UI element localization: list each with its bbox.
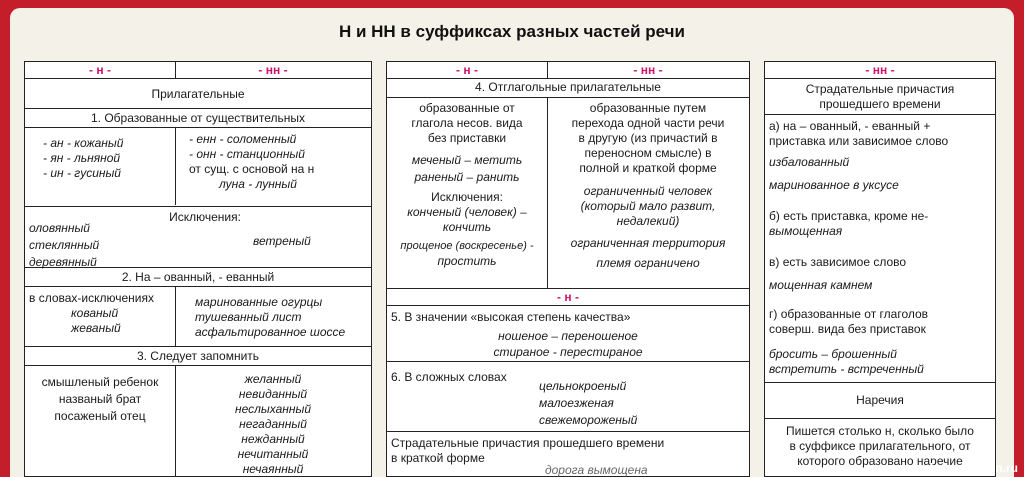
s2-right-item: асфальтированное шоссе	[195, 325, 346, 339]
nn-row: - онн - станционный	[189, 147, 305, 161]
right-panel	[764, 61, 996, 477]
page-title: Н и НН в суффиксах разных частей речи	[338, 22, 686, 41]
s3-right-item: неслыханный	[235, 402, 311, 416]
exceptions-title: Исключения:	[169, 210, 241, 224]
mid-header-row	[387, 62, 749, 79]
rule-a-line: приставка или зависимое слово	[769, 134, 949, 148]
nn-row: луна - лунный	[219, 177, 297, 191]
left-panel	[24, 61, 372, 477]
n-suffix-list	[43, 136, 123, 181]
section-2-heading: 2. На – ованный, - еванный	[25, 268, 371, 287]
rule-g-example: бросить – брошенный	[769, 347, 897, 361]
mid-bottom-example: дорога вымощена	[545, 463, 648, 477]
adverbs-heading: Наречия	[765, 383, 995, 419]
s3-left-item: посаженый отец	[54, 409, 146, 423]
section-4	[387, 79, 749, 289]
s4-col1-example: меченый – метить	[411, 153, 523, 167]
section-2-body	[25, 287, 371, 347]
adverbs-line: в суффиксе прилагательного, от	[789, 439, 971, 453]
s5-row: стираное - перестираное	[493, 345, 643, 359]
s2-left-item: жеваный	[71, 321, 121, 335]
rule-a-example: избалованный	[769, 155, 850, 169]
nn-row: - енн - соломенный	[189, 132, 297, 146]
left-header-n: - н -	[89, 63, 111, 77]
rule-v	[769, 255, 906, 293]
rule-a	[769, 119, 948, 193]
s4-col1-exc: конченый (человек) –	[407, 205, 527, 219]
s5-rows	[387, 328, 749, 360]
s3-right-item: нечаянный	[242, 462, 304, 476]
s6-row: свежемороженый	[539, 413, 638, 427]
s2-right	[195, 295, 345, 340]
nn-row: от сущ. с основой на н	[189, 162, 315, 176]
mid-header-n: - н -	[456, 63, 478, 77]
s6-row: малоезженая	[539, 396, 614, 410]
rule-v-line: в) есть зависимое слово	[769, 255, 907, 269]
section-3-body	[25, 366, 371, 476]
exceptions-list	[29, 220, 99, 271]
section-4-heading: 4. Отглагольные прилагательные	[475, 80, 661, 94]
s4-col2-example: племя ограничено	[596, 256, 700, 270]
s3-right	[175, 372, 371, 477]
s2-left	[29, 291, 154, 336]
s2-left-item: в словах-исключениях	[29, 291, 155, 305]
s4-col2-example: (который мало развит,	[580, 199, 716, 213]
section-6	[387, 362, 749, 432]
s4-col2-line: образованные путем	[589, 101, 707, 115]
n-row: - ан - кожаный	[43, 136, 124, 150]
rule-b-example: вымощенная	[769, 224, 843, 238]
s4-col1-line: без приставки	[427, 131, 507, 145]
exception-item: стеклянный	[29, 238, 100, 252]
right-title-line: прошедшего времени	[819, 97, 941, 111]
s4-col1-exc: простить	[437, 254, 497, 268]
adjectives-heading: Прилагательные	[25, 79, 371, 109]
n-row: - ин - гусиный	[43, 166, 121, 180]
section-5-heading: 5. В значении «высокая степень качества»	[391, 310, 631, 324]
section-1-body	[25, 128, 371, 268]
s4-col1-exc: кончить	[442, 220, 492, 234]
s3-left-item: смышленый ребенок	[41, 375, 159, 389]
rule-g-example: встретить - встреченный	[769, 362, 924, 376]
s4-col2	[547, 101, 749, 273]
rule-g	[769, 307, 928, 377]
s3-right-item: негаданный	[239, 417, 307, 431]
s2-left-item: кованый	[71, 306, 119, 320]
section-3-heading: 3. Следует запомнить	[25, 347, 371, 366]
right-title	[765, 79, 995, 115]
s3-left-item: названый брат	[58, 392, 142, 406]
s4-col2-example: недалекий)	[616, 214, 680, 228]
s4-col2-line: переносном смысле) в	[584, 146, 712, 160]
watermark: slovesnik.3dn.ru	[923, 461, 1018, 475]
adverbs-line: Пишется столько н, сколько было	[786, 424, 974, 438]
adverbs-line: которого образовано наречие	[797, 454, 963, 468]
section-5	[387, 306, 749, 362]
mid-bottom-line: в краткой форме	[391, 451, 485, 465]
section-1-heading: 1. Образованные от существительных	[25, 109, 371, 128]
n-row: - ян - льняной	[43, 151, 121, 165]
exception-right: ветреный	[253, 234, 311, 248]
exception-item: оловянный	[29, 221, 90, 235]
s5-row: ношеное – переношеное	[498, 329, 638, 343]
nn-suffix-list	[189, 132, 314, 192]
right-body	[765, 115, 995, 383]
right-title-line: Страдательные причастия	[805, 82, 955, 96]
mid-bottom-line: Страдательные причастия прошедшего времени	[391, 436, 665, 450]
rule-b-line: б) есть приставка, кроме не-	[769, 209, 929, 223]
s4-col1-example: раненый – ранить	[414, 170, 520, 184]
s2-right-item: тушеванный лист	[195, 310, 302, 324]
mid-header-n2: - н -	[387, 289, 749, 306]
rule-g-line: г) образованные от глаголов	[769, 307, 929, 321]
s4-col1-line: глагола несов. вида	[411, 116, 523, 130]
s4-col2-line: полной и краткой форме	[579, 161, 717, 175]
section-6-heading: 6. В сложных словах	[391, 370, 507, 384]
middle-panel	[386, 61, 750, 477]
s2-right-item: маринованные огурцы	[195, 295, 323, 309]
mid-header-nn: - нн -	[633, 63, 663, 77]
rule-g-line: соверш. вида без приставок	[769, 322, 926, 336]
rule-a-line: а) на – ованный, - еванный +	[769, 119, 931, 133]
rule-v-example: мощенная камнем	[769, 278, 873, 292]
left-header-row	[25, 62, 371, 79]
mid-bottom	[391, 436, 664, 466]
rule-a-example: маринованное в уксусе	[769, 178, 899, 192]
left-header-nn: - нн -	[258, 63, 288, 77]
s4-col1-line: образованные от	[419, 101, 515, 115]
s3-right-item: нечитанный	[237, 447, 309, 461]
s4-col2-line: перехода одной части речи	[571, 116, 725, 130]
s4-col1-exc: прощеное (воскресенье) -	[400, 240, 534, 252]
s3-right-item: желанный	[244, 372, 302, 386]
s3-left	[25, 374, 175, 425]
s3-right-item: невиданный	[238, 387, 308, 401]
s4-col2-line: в другую (из причастий в	[578, 131, 718, 145]
sheet	[10, 8, 1014, 477]
s4-col1	[387, 101, 547, 269]
s3-right-item: нежданный	[241, 432, 305, 446]
exception-item: деревянный	[29, 255, 97, 269]
rule-b	[769, 209, 928, 239]
s6-rows	[539, 378, 637, 429]
s6-row: цельнокроеный	[539, 379, 627, 393]
s4-col1-exc-title: Исключения:	[431, 190, 503, 204]
s4-col2-example: ограниченная территория	[570, 236, 726, 250]
right-header-nn: - нн -	[765, 62, 995, 79]
s4-col2-example: ограниченный человек	[583, 184, 713, 198]
